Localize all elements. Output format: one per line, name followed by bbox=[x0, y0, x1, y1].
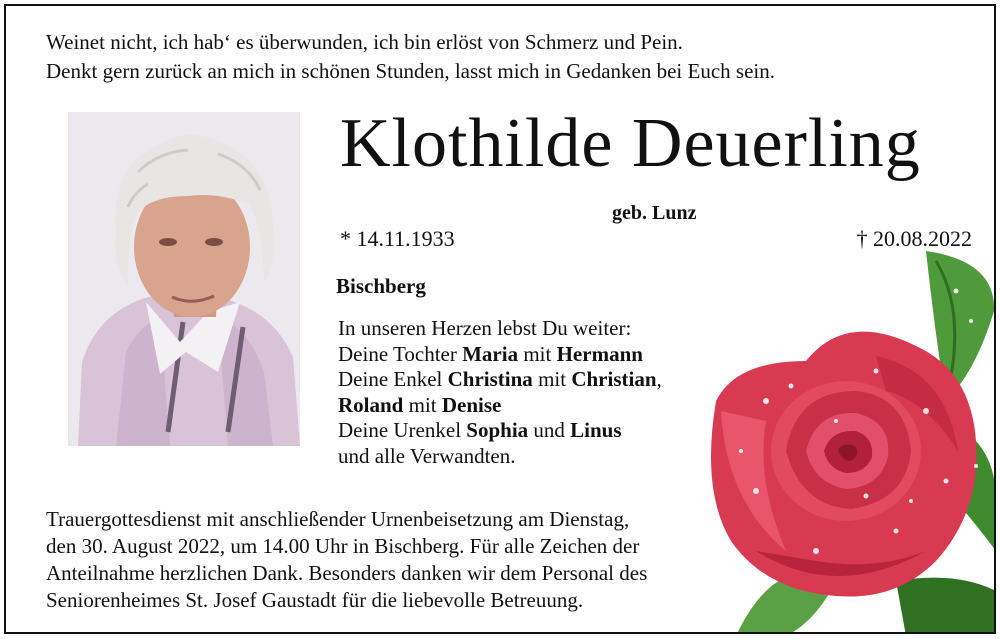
mourners-intro: In unseren Herzen lebst Du weiter: bbox=[338, 316, 632, 340]
rose-illustration bbox=[696, 251, 996, 634]
great-grandchild-name: Sophia bbox=[466, 418, 529, 442]
service-line-4: Seniorenheimes St. Josef Gaustadt für die liebevolle Betreuung. bbox=[46, 588, 584, 612]
grandchildren-prefix: Deine Enkel bbox=[338, 367, 448, 391]
mourners-line-grandchildren bbox=[338, 367, 662, 393]
deceased-name: Klothilde Deuerling bbox=[340, 105, 921, 182]
comma: , bbox=[656, 367, 662, 391]
mourners-list bbox=[338, 316, 662, 469]
great-grandchild-name: Linus bbox=[570, 418, 622, 442]
residence-place: Bischberg bbox=[336, 274, 426, 298]
rose-image bbox=[696, 251, 996, 634]
connector-und: und bbox=[528, 418, 571, 442]
service-line-3: Anteilnahme herzlichen Dank. Besonders danken wir dem Personal des bbox=[46, 561, 648, 585]
maiden-name: geb. Lunz bbox=[612, 202, 697, 224]
portrait-image bbox=[68, 112, 300, 446]
mourners-line-grandchildren-2 bbox=[338, 393, 662, 419]
mourners-line-great-grandchildren bbox=[338, 418, 662, 444]
mourners-line-daughter bbox=[338, 342, 662, 368]
great-grandchildren-prefix: Deine Urenkel bbox=[338, 418, 467, 442]
daughter-name: Maria bbox=[462, 341, 519, 366]
verse-line-1: Weinet nicht, ich hab‘ es überwunden, ich bin erlöst von Schmerz und Pein. bbox=[46, 30, 683, 54]
grandchild-name: Christina bbox=[447, 367, 533, 391]
daughter-partner-name: Hermann bbox=[556, 341, 643, 366]
birth-date: * 14.11.1933 bbox=[340, 226, 455, 251]
death-date: † 20.08.2022 bbox=[856, 226, 972, 251]
grandchild-partner-name: Christian bbox=[571, 367, 657, 391]
obituary-notice bbox=[4, 4, 996, 634]
portrait-photo bbox=[68, 112, 300, 446]
daughter-prefix: Deine Tochter bbox=[338, 341, 463, 366]
service-line-2: den 30. August 2022, um 14.00 Uhr in Bischberg. Für alle Zeichen der bbox=[46, 534, 640, 558]
service-line-1: Trauergottesdienst mit anschließender Urnenbeisetzung am Dienstag, bbox=[46, 507, 630, 531]
verse-line-2: Denkt gern zurück an mich in schönen Stunden, lasst mich in Gedanken bei Euch sein. bbox=[46, 59, 775, 83]
memorial-verse bbox=[46, 28, 775, 86]
funeral-service-text bbox=[46, 506, 647, 614]
mourners-relatives: und alle Verwandten. bbox=[338, 443, 516, 468]
grandchild-partner-name: Denise bbox=[441, 392, 502, 417]
connector-mit: mit bbox=[518, 341, 557, 366]
grandchild-name: Roland bbox=[338, 392, 404, 417]
connector-mit: mit bbox=[532, 367, 572, 391]
connector-mit: mit bbox=[403, 392, 442, 417]
